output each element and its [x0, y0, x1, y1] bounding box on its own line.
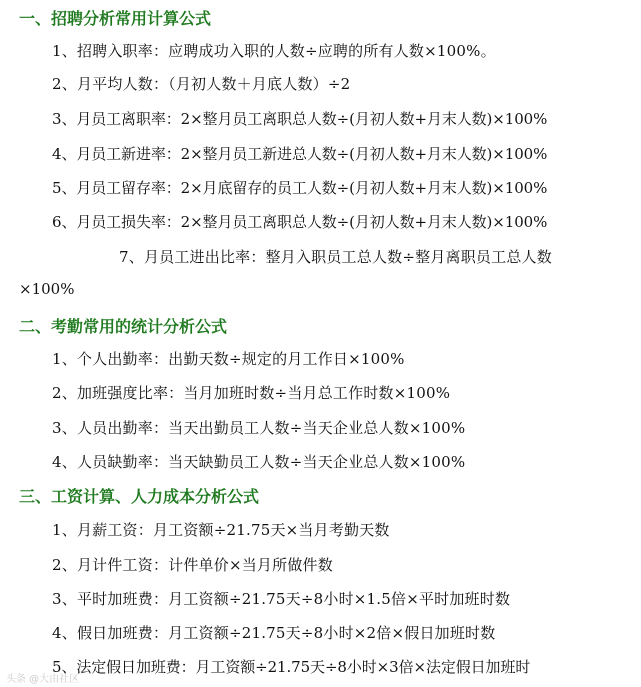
formula-avg-headcount: 2、月平均人数：（月初人数＋月底人数）÷2 — [52, 75, 351, 93]
formula-statutory-holiday-overtime: 5、法定假日加班费：月工资额÷21.75天÷8小时×3倍×法定假日加班时 — [52, 658, 531, 676]
formula-holiday-overtime: 4、假日加班费：月工资额÷21.75天÷8小时×2倍×假日加班时数 — [52, 624, 496, 642]
formula-staff-attendance: 3、人员出勤率：当天出勤员工人数÷当天企业总人数×100% — [52, 419, 466, 437]
formula-retention-rate: 5、月员工留存率：2×月底留存的员工人数÷(月初人数+月末人数)×100% — [52, 179, 548, 197]
section-heading-payroll: 三、工资计算、人力成本分析公式 — [19, 487, 260, 506]
watermark-text: 头条 @大由社区 — [6, 674, 80, 685]
formula-weekday-overtime: 3、平时加班费：月工资额÷21.75天÷8小时×1.5倍×平时加班时数 — [52, 590, 511, 608]
formula-new-hire-rate: 4、月员工新进率：2×整月员工新进总人数÷(月初人数+月末人数)×100% — [52, 145, 548, 163]
formula-in-out-ratio: 7、月员工进出比率：整月入职员工总人数÷整月离职员工总人数 — [119, 248, 552, 266]
section-heading-attendance: 二、考勤常用的统计分析公式 — [19, 317, 228, 336]
section-heading-recruitment: 一、招聘分析常用计算公式 — [19, 9, 212, 28]
formula-loss-rate: 6、月员工损失率：2×整月员工离职总人数÷(月初人数+月末人数)×100% — [52, 213, 548, 231]
formula-hire-rate: 1、招聘入职率：应聘成功入职的人数÷应聘的所有人数×100%。 — [52, 42, 496, 60]
formula-overtime-intensity: 2、加班强度比率：当月加班时数÷当月总工作时数×100% — [52, 384, 451, 402]
formula-staff-absence: 4、人员缺勤率：当天缺勤员工人数÷当天企业总人数×100% — [52, 453, 466, 471]
formula-personal-attendance: 1、个人出勤率：出勤天数÷规定的月工作日×100% — [52, 350, 405, 368]
formula-in-out-ratio-continuation: ×100% — [19, 280, 75, 298]
formula-piecework-pay: 2、月计件工资：计件单价×当月所做件数 — [52, 556, 333, 574]
formula-turnover-rate: 3、月员工离职率：2×整月员工离职总人数÷(月初人数+月末人数)×100% — [52, 110, 548, 128]
formula-monthly-salary: 1、月薪工资：月工资额÷21.75天×当月考勤天数 — [52, 521, 390, 539]
